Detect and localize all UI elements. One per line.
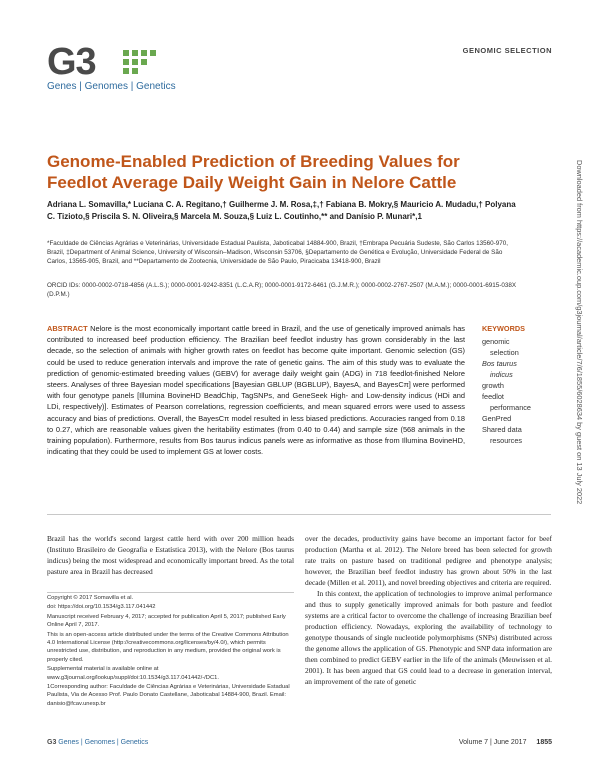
body-paragraph: Brazil has the world's second largest cattle herd with over 200 million heads (Instituto Brasileiro de Geografia e Estatística 2013), with the Nelore (Bos taurus indicus) being the most widespread and economically important breed. As the total pasture area in Brazil has decreased bbox=[47, 534, 294, 576]
keyword: genomic bbox=[482, 337, 510, 346]
divider bbox=[47, 592, 294, 593]
keyword: indicus bbox=[490, 370, 513, 379]
logo-dots-icon bbox=[123, 50, 183, 82]
logo-subtitle: Genes | Genomes | Genetics bbox=[47, 81, 176, 92]
received-dates: Manuscript received February 4, 2017; accepted for publication April 5, 2017; published Early Online April 7, 2017. bbox=[47, 613, 286, 629]
article-title: Genome-Enabled Prediction of Breeding Values for Feedlot Average Daily Weight Gain in Nelore Cattle bbox=[47, 152, 460, 192]
affiliations: *Faculdade de Ciências Agrárias e Veterinárias, Universidade Estadual Paulista, Jaboticabal 14884-900, Brazil, †Embrapa Pecuária Sudeste, São Carlos 13560-970, Brazil, ‡Department of Animal Science, University of Wisconsin–Madison, Wisconsin 53706, §Departamento de Genética e Evolução, Universidade Federal de São Carlos, 13565-905, Brazil, and **Departamento de Zootecnia, Universidade de São Paulo, Piracicaba 13418-900, Brazil bbox=[47, 240, 508, 265]
footer-logo: G3 bbox=[47, 739, 57, 746]
keyword: Shared data bbox=[482, 425, 522, 434]
footer-volume: Volume 7 bbox=[458, 739, 489, 746]
corresponding-author: 1Corresponding author: Faculdade de Ciências Agrárias e Veterinárias, Universidade Estadual Paulista, Via de Acesso Prof. Paulo Donato Castellane, Jaboticabal 14884-900, Brazil. Email: danisio@fcav.unesp.br bbox=[47, 684, 290, 707]
license-text: This is an open-access article distributed under the terms of the Creative Commons Attribution 4.0 International License (http://creativecommons.org/licenses/by/4.0/), which permits unrestricted use, distribution, and reproduction in any medium, provided the original work is properly cited. bbox=[47, 631, 289, 663]
supplement-link[interactable]: Supplemental material is available online at www.g3journal.org/lookup/suppl/doi:10.1534/g3.117.041442/-/DC1. bbox=[47, 666, 219, 681]
orcid-ids: ORCID IDs: 0000-0002-0718-4856 (A.L.S.); 0000-0001-9242-8351 (L.C.A.R); 0000-0001-9172-6461 (G.J.M.R.); 0000-0002-2767-2507 (M.A.M.); 0000-0001-6915-038X (D.P.M.) bbox=[47, 282, 517, 298]
journal-logo bbox=[47, 41, 176, 92]
copyright: Copyright © 2017 Somavilla et al. bbox=[47, 595, 134, 601]
footer-journal bbox=[47, 739, 148, 746]
keywords-label: KEYWORDS bbox=[482, 324, 525, 333]
keywords-list bbox=[482, 336, 550, 446]
abstract bbox=[47, 323, 465, 457]
body-paragraph: over the decades, productivity gains have become an important factor for beef production (Martha et al. 2012). The Nelore breed has been selected for growth rate traits on pasture based on traditional pedigree and phenotype analysis; however, the Brazilian beef feedlot industry has grown about 50% in the last decade (Millen et al. 2011), and novel breeding objectives and criteria are required. bbox=[305, 534, 552, 587]
download-notice: Downloaded from https://academic.oup.com/g3journal/article/7/6/1855/6028634 by guest on 13 July 2022 bbox=[575, 160, 584, 505]
keyword: Bos taurus bbox=[482, 359, 517, 368]
footer-date: June 2017 bbox=[493, 739, 527, 746]
keyword: GenPred bbox=[482, 414, 512, 423]
body-column-right bbox=[305, 533, 552, 687]
keyword: selection bbox=[490, 348, 519, 357]
keyword: feedlot bbox=[482, 392, 504, 401]
footer-citation: Volume 7 | June 2017 1855 bbox=[458, 739, 552, 746]
keyword: performance bbox=[490, 403, 531, 412]
body-paragraph: In this context, the application of technologies to improve animal performance and thus to supply genetically improved animals for both pasture and feedlot systems are a critical factor to overcome the challenge of increasing Brazilian beef production efficiency. Nowadays, exploring the availability of technology to genotype thousands of single nucleotide polymorphisms (SNPs) distributed across the genome allows the application of GS. Phenotypic and SNP data information are then combined to predict GEBV earlier in the life of the animals (Meuwissen et al. 2001). It has been argued that GS could lead to a decrease in generation interval, an improvement of the rate of genetic bbox=[305, 589, 552, 686]
abstract-text: Nelore is the most economically important cattle breed in Brazil, and the use of genetically improved animals has contributed to increased beef production efficiency. The Brazilian beef feedlot industry has grown considerably in the last decade, so the selection of animals with higher growth rates on feedlot has become quite important. Genomic selection (GS) could be used to reduce generation intervals and improve the rate of genetic gains. The aim of this study was to evaluate the prediction of genomic-estimated breeding values (GEBV) for average daily weight gain (ADG) in 718 feedlot-finished Nelore steers. Analyses of three Bayesian model specifications [Bayesian GBLUP (BGBLUP), BayesA, and BayesCπ] were performed with four genotype panels [Illumina BovineHD BeadChip, TagSNPs, and GeneSeek High- and Low-density indicus (HDi and LDi, respectively)]. Estimates of Pearson correlations, regression coefficients, and mean squared errors were used to assess accuracy and bias of predictions. Overall, the BayesCπ model resulted in less biased predictions. Accuracies ranged from 0.18 to 0.27, which are reasonable values given the heritability estimates (from 0.40 to 0.44) and sample size (568 animals in the training population). Furthermore, results from Bos taurus indicus panels were as informative as those from Illumina BovineHD, indicating that they could be used to implement GS at lower costs. bbox=[47, 324, 465, 457]
article-metadata bbox=[47, 594, 294, 709]
footer-journal-name: Genes | Genomes | Genetics bbox=[58, 739, 149, 746]
body-column-left bbox=[47, 533, 294, 577]
section-label: GENOMIC SELECTION bbox=[462, 46, 552, 55]
keyword: growth bbox=[482, 381, 504, 390]
download-watermark bbox=[574, 160, 586, 580]
abstract-label: ABSTRACT bbox=[47, 324, 88, 333]
doi-link[interactable]: doi: https://doi.org/10.1534/g3.117.041442 bbox=[47, 604, 156, 611]
page-number: 1855 bbox=[536, 739, 552, 746]
author-list: Adriana L. Somavilla,* Luciana C. A. Regitano,† Guilherme J. M. Rosa,‡,† Fabiana B. Mokry,§ Mauricio A. Mudadu,† Polyana C. Tizioto,§ Priscila S. N. Oliveira,§ Marcela M. Souza,§ Luiz L. Coutinho,** and Danísio P. Munari*,1 bbox=[47, 200, 516, 221]
divider bbox=[47, 514, 551, 515]
logo-text: G3 bbox=[47, 41, 96, 83]
keyword: resources bbox=[490, 436, 523, 445]
